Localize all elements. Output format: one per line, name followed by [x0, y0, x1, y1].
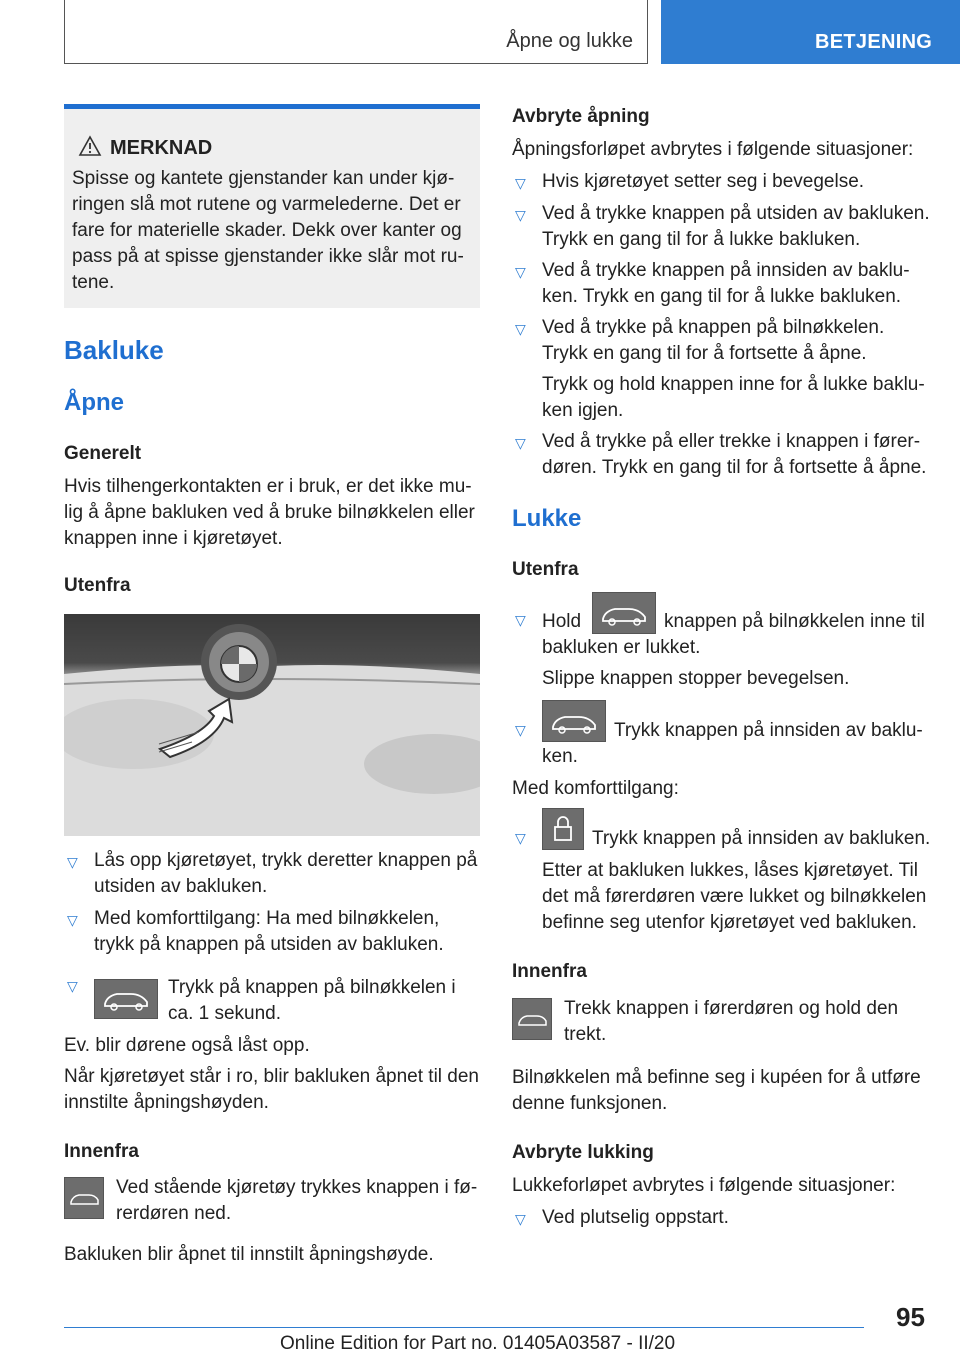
- list-item-text: Trykk på knappen på bilnøkkelen i ca. 1 sekund.: [168, 977, 456, 1024]
- heading-lukke: Lukke: [512, 505, 582, 532]
- section-tab: [661, 0, 960, 64]
- list-item: [64, 848, 480, 900]
- heading-avbryte-apning: Avbryte åpning: [512, 106, 650, 127]
- list-item: [512, 808, 932, 858]
- trunk-illustration: [64, 614, 480, 836]
- heading-innenfra-lukke: Innenfra: [512, 961, 587, 982]
- innenfra-lukke-text: Trekk knappen i førerdøren og hold den trekt.: [564, 998, 899, 1045]
- list-item: [512, 1205, 932, 1231]
- trunk-photo: [64, 614, 480, 836]
- list-item-text: Ved plutselig oppstart.: [542, 1207, 729, 1228]
- list-item: [64, 975, 480, 1031]
- paragraph: Ev. blir dørene også låst opp.: [64, 1035, 310, 1056]
- heading-bakluke: Bakluke: [64, 335, 164, 365]
- list-item-text: Ved å trykke knappen på innsiden av baklu-ken. Trykk en gang til for å lukke bakluken.: [542, 260, 910, 307]
- list-item: [512, 315, 932, 367]
- heading-innenfra: Innenfra: [64, 1141, 139, 1162]
- warning-icon: [78, 135, 102, 157]
- note-title: MERKNAD: [110, 137, 213, 159]
- door-button-icon: [512, 998, 552, 1040]
- paragraph: Bilnøkkelen må befinne seg i kupéen for å utføre denne funksjonen.: [512, 1067, 921, 1114]
- header-box: [64, 0, 648, 64]
- heading-avbryte-lukking: Avbryte lukking: [512, 1142, 654, 1163]
- list-item-text: Hvis kjøretøyet setter seg i bevegelse.: [542, 171, 865, 192]
- list-item-text: Trykk knappen på innsiden av baklu-ken.: [542, 720, 923, 767]
- lock-button-icon: [542, 808, 584, 850]
- list-item-text: Trykk knappen på innsiden av bakluken.: [592, 828, 931, 849]
- paragraph: Slippe knappen stopper bevegelsen.: [542, 668, 850, 689]
- paragraph: Med komforttilgang:: [512, 778, 679, 799]
- list-item-text: Med komforttilgang: Ha med bilnøkkelen, trykk på knappen på utsiden av bakluken.: [94, 908, 444, 955]
- list-item: [512, 700, 932, 767]
- list-item: [512, 258, 932, 310]
- car-trunk-button-icon: [94, 979, 158, 1019]
- list-item: [512, 429, 932, 481]
- generelt-text: Hvis tilhengerkontakten er i bruk, er det ikke mu-lig å åpne bakluken ved å bruke bilnøkkelen eller knappen inne i kjøretøyet.: [64, 476, 475, 549]
- paragraph: Lukkeforløpet avbrytes i følgende situasjoner:: [512, 1175, 896, 1196]
- avbryte-text: Åpningsforløpet avbrytes i følgende situasjoner:: [512, 139, 914, 160]
- list-item-text: Lås opp kjøretøyet, trykk deretter knappen på utsiden av bakluken.: [94, 850, 478, 897]
- paragraph: Etter at bakluken lukkes, låses kjøretøyet. Til det må førerdøren være lukket og bilnøkkelen befinne seg utenfor kjøretøyet ved bakluken.: [542, 860, 927, 933]
- list-item-text: Ved å trykke på knappen på bilnøkkelen. Trykk en gang til for å fortsette å åpne.: [542, 317, 885, 364]
- heading-utenfra-lukke: Utenfra: [512, 559, 579, 580]
- list-item-text: Ved å trykke på eller trekke i knappen i fører-døren. Trykk en gang til for å fortsette å åpne.: [542, 431, 927, 478]
- paragraph: Når kjøretøyet står i ro, blir bakluken åpnet til den innstilte åpningshøyden.: [64, 1066, 480, 1113]
- section-tab-label: BETJENING: [815, 31, 933, 53]
- list-item-text: Hold: [542, 611, 582, 632]
- note-box: [64, 104, 480, 308]
- list-item: [512, 169, 932, 195]
- heading-utenfra: Utenfra: [64, 575, 131, 596]
- innenfra-text: Ved stående kjøretøy trykkes knappen i fø-rerdøren ned.: [116, 1177, 478, 1224]
- footer-rule: [64, 1327, 864, 1328]
- section-subtitle: Åpne og lukke: [506, 30, 633, 52]
- footer-edition: Online Edition for Part no. 01405A03587 - II/20: [280, 1333, 676, 1354]
- note-text: Spisse og kantete gjenstander kan under kjø-ringen slå mot rutene og varmelederne. Det er fare for materielle skader. Dekk over kanter og pass på at spisse gjenstander ikke slår mot ru-tene.: [72, 168, 464, 293]
- list-item-text: Ved å trykke knappen på utsiden av bakluken. Trykk en gang til for å lukke bakluken.: [542, 203, 930, 250]
- paragraph: Trykk og hold knappen inne for å lukke baklu-ken igjen.: [542, 374, 925, 421]
- list-item: [512, 201, 932, 253]
- list-item-text: knappen på bilnøkkelen inne til bakluken er lukket.: [542, 611, 925, 658]
- list-item: [512, 592, 932, 656]
- paragraph: Bakluken blir åpnet til innstilt åpningshøyde.: [64, 1244, 434, 1265]
- list-item: [64, 906, 480, 958]
- door-button-icon: [64, 1177, 104, 1219]
- heading-generelt: Generelt: [64, 443, 142, 464]
- heading-apne: Åpne: [64, 389, 124, 416]
- page-number: 95: [896, 1302, 925, 1332]
